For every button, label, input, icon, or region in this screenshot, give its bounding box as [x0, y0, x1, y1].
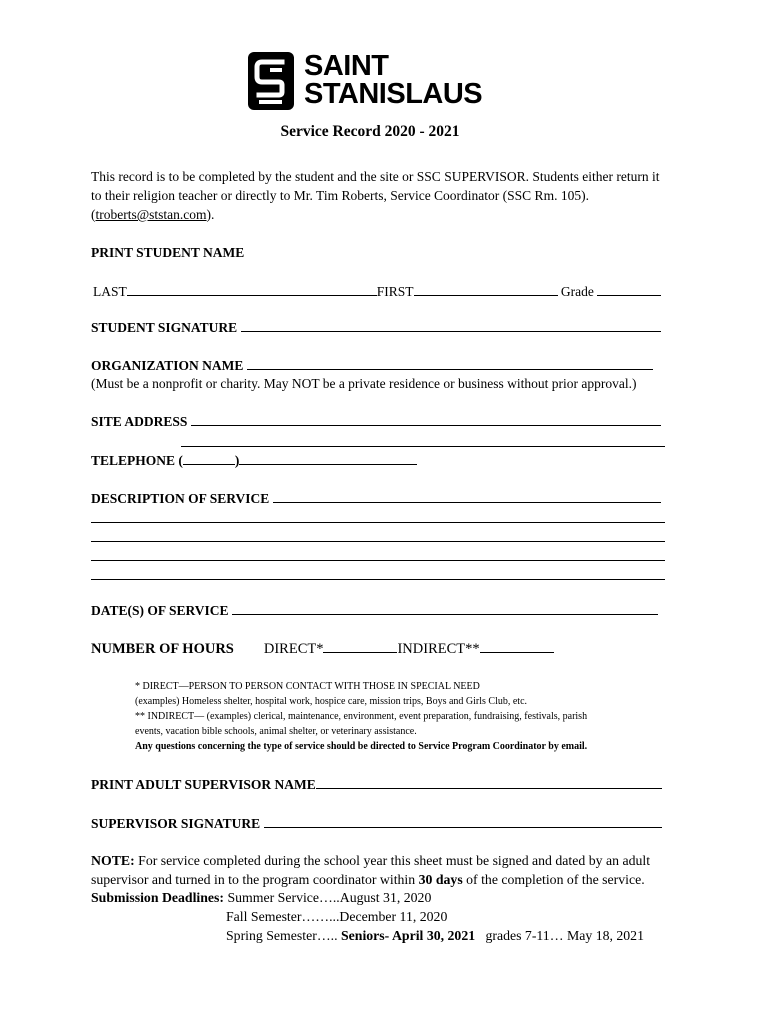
description-field-5[interactable]: [91, 579, 665, 580]
supervisor-signature-field[interactable]: [264, 814, 662, 828]
site-address-field-2[interactable]: [181, 446, 665, 447]
organization-name-label: ORGANIZATION NAME: [91, 358, 244, 373]
adult-supervisor-name-field[interactable]: [316, 775, 662, 789]
telephone-row: [91, 451, 417, 470]
grade-label: Grade: [560, 284, 594, 299]
deadlines-line-1: [91, 889, 691, 907]
logo-line-2: STANISLAUS: [304, 78, 483, 110]
telephone-close: ): [234, 453, 240, 468]
intro-line-3: [91, 206, 691, 224]
deadlines-label: Submission Deadlines:: [91, 890, 225, 905]
dates-field[interactable]: [232, 601, 658, 615]
supervisor-signature-label: SUPERVISOR SIGNATURE: [91, 816, 261, 831]
logo-wordmark: [304, 52, 534, 108]
telephone-area-code-field[interactable]: [183, 451, 235, 465]
footnote-direct: * DIRECT—PERSON TO PERSON CONTACT WITH THOSE IN SPECIAL NEED: [135, 681, 480, 692]
deadlines-line-spring: [226, 927, 644, 945]
note-text-2c: of the completion of the service.: [462, 872, 645, 887]
logo-line-1: SAINT: [304, 50, 389, 82]
email-close: ).: [206, 207, 215, 222]
dates-row: [91, 601, 658, 620]
description-field-1[interactable]: [273, 489, 661, 503]
note-line-2: [91, 871, 691, 889]
organization-row: [91, 356, 653, 375]
intro-line-1: This record is to be completed by the student and the site or SSC SUPERVISOR. Students either return it: [91, 169, 660, 184]
email-open: (: [91, 207, 96, 222]
telephone-open: (: [178, 453, 183, 468]
deadline-seniors: Seniors- April 30, 2021: [340, 928, 476, 943]
description-field-3[interactable]: [91, 541, 665, 542]
first-name-label: FIRST: [376, 284, 414, 299]
site-address-label: SITE ADDRESS: [91, 414, 188, 429]
print-student-name-heading: PRINT STUDENT NAME: [91, 245, 245, 260]
description-field-2[interactable]: [91, 522, 665, 523]
organization-name-field[interactable]: [247, 356, 653, 370]
deadline-spring-label: Spring Semester…..: [226, 928, 341, 943]
deadline-summer: Summer Service…..August 31, 2020: [224, 890, 432, 905]
student-signature-label: STUDENT SIGNATURE: [91, 320, 238, 335]
deadline-fall: Fall Semester……...December 11, 2020: [226, 909, 448, 924]
note-line-1: [91, 852, 691, 870]
first-name-field[interactable]: [414, 282, 558, 296]
footnote-direct-examples: (examples) Homeless shelter, hospital work, hospice care, mission trips, Boys and Girls Club, etc.: [135, 696, 528, 707]
last-name-field[interactable]: [127, 282, 377, 296]
organization-note: (Must be a nonprofit or charity. May NOT be a private residence or business without prior approval.): [91, 376, 637, 391]
page-title: Service Record 2020 - 2021: [280, 123, 460, 140]
coordinator-email-link[interactable]: troberts@ststan.com: [95, 207, 207, 222]
site-address-field-1[interactable]: [191, 412, 661, 426]
grade-field[interactable]: [597, 282, 661, 296]
student-signature-row: [91, 318, 661, 337]
note-label: NOTE:: [91, 853, 135, 868]
hours-label: NUMBER OF HOURS: [91, 641, 234, 657]
supervisor-signature-row: [91, 814, 662, 833]
footnote-indirect: ** INDIRECT— (examples) clerical, maintenance, environment, event preparation, fundraising, festivals, parish: [135, 711, 588, 722]
note-text-2a: supervisor and turned in to the program coordinator within: [91, 872, 419, 887]
adult-supervisor-name-label: PRINT ADULT SUPERVISOR NAME: [91, 777, 316, 792]
saint-stanislaus-s-logo-icon: [248, 52, 294, 110]
note-thirty-days: 30 days: [418, 872, 463, 887]
direct-hours-field[interactable]: [323, 639, 397, 653]
indirect-hours-label: INDIRECT**: [397, 641, 480, 657]
deadline-grades: grades 7-11… May 18, 2021: [475, 928, 644, 943]
indirect-hours-field[interactable]: [480, 639, 554, 653]
footnote-indirect-continued: events, vacation bible schools, animal shelter, or veterinary assistance.: [135, 726, 417, 737]
last-name-label: LAST: [93, 284, 127, 299]
description-field-4[interactable]: [91, 560, 665, 561]
site-address-row: [91, 412, 661, 431]
direct-hours-label: DIRECT*: [263, 641, 324, 657]
description-row: [91, 489, 661, 508]
dates-label: DATE(S) OF SERVICE: [91, 603, 229, 618]
description-label: DESCRIPTION OF SERVICE: [91, 491, 270, 506]
intro-line-2: to their religion teacher or directly to Mr. Tim Roberts, Service Coordinator (SSC Rm. 105).: [91, 188, 589, 203]
adult-supervisor-row: [91, 775, 662, 794]
student-name-row: [93, 282, 661, 301]
student-signature-field[interactable]: [241, 318, 661, 332]
footnote-questions: Any questions concerning the type of service should be directed to Service Program Coordinator by email.: [135, 741, 588, 752]
telephone-label: TELEPHONE: [91, 453, 176, 468]
telephone-number-field[interactable]: [239, 451, 417, 465]
hours-row: [91, 639, 554, 658]
note-text-1: For service completed during the school year this sheet must be signed and dated by an adult: [134, 853, 651, 868]
